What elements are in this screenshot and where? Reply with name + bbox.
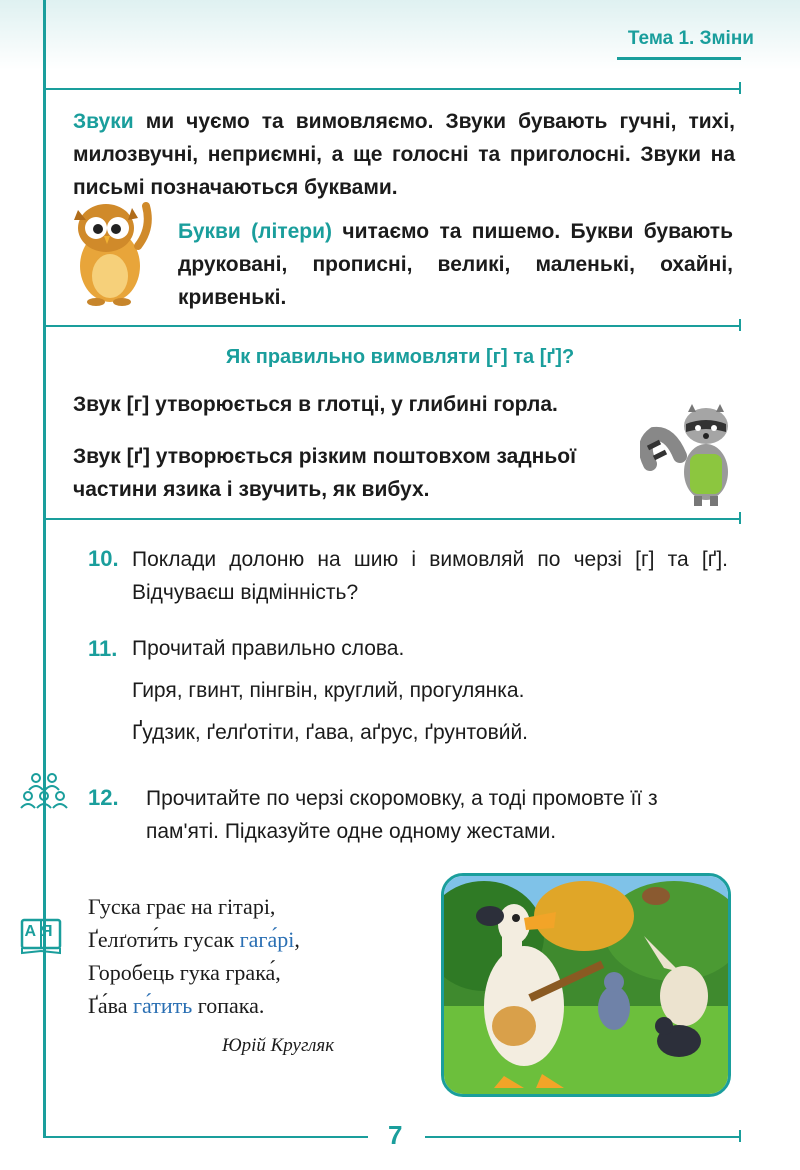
group-work-icon — [20, 770, 68, 818]
poem-line-2-part-c: , — [294, 927, 300, 952]
letters-text: читаємо та пишемо. Букви бувають друковані, прописні, великі, маленькі, охайні, кривенькі. — [178, 220, 733, 309]
divider-tick — [739, 512, 741, 524]
section-divider — [43, 88, 741, 90]
poem-highlight-word: гага́рі — [239, 927, 295, 952]
exercise-11-words-1: Гиря, гвинт, пінгвін, круглий, прогулянка. — [132, 679, 525, 702]
exercise-number: 11. — [88, 636, 118, 661]
raccoon-illustration — [640, 404, 740, 508]
tongue-twister — [88, 890, 300, 1022]
letters-rule — [178, 215, 733, 314]
section-divider — [43, 325, 741, 327]
poem-highlight-word: га́тить — [133, 993, 193, 1018]
divider-tick — [739, 82, 741, 94]
exercise-12-text: Прочитайте по черзі скоромовку, а тоді промовте її з пам'яті. Підказуйте одне одному жестами. — [146, 787, 658, 843]
letters-term: Букви (літери) — [178, 220, 333, 243]
sounds-term: Звуки — [73, 110, 134, 133]
exercise-11-words-2: Ґудзик, ґелґотіти, ґава, аґрус, ґрунтови́й. — [132, 721, 529, 744]
sounds-rule — [73, 105, 735, 204]
dictionary-icon-label: АЯ — [24, 923, 58, 940]
poem-line-2 — [88, 923, 300, 956]
page-number: 7 — [388, 1120, 403, 1150]
section-divider — [43, 518, 741, 520]
exercise-number: 12. — [88, 785, 119, 810]
footer-tick — [739, 1130, 741, 1142]
owl-illustration — [66, 198, 156, 306]
exercise-11-text: Прочитай правильно слова. — [132, 637, 405, 660]
footer-line-left — [43, 1136, 368, 1138]
poem-author: Юрій Кругляк — [222, 1035, 335, 1056]
footer-line-right — [425, 1136, 741, 1138]
poem-line-1: Гуска грає на гітарі, — [88, 894, 276, 919]
topic-title: Тема 1. Зміни — [627, 28, 754, 49]
topic-underline — [617, 57, 741, 60]
sounds-text: ми чуємо та вимовляємо. Звуки бувають гучні, тихі, милозвучні, неприємні, а ще голосні та приголосні. Звуки на письмі позначаються буквами. — [73, 110, 735, 199]
pronunciation-heading: Як правильно вимовляти [г] та [ґ]? — [225, 346, 575, 368]
poem-line-4 — [88, 989, 300, 1022]
poem-line-3: Горобець гука грака́, — [88, 960, 281, 985]
pronunciation-line-1: Звук [г] утворюється в глотці, у глибині горла. — [73, 393, 558, 416]
exercise-10-text: Поклади долоню на шию і вимовляй по черзі [г] та [ґ]. Відчуваєш відмінність? — [132, 548, 728, 604]
poem-line-4-part-a: Ґа́ва — [88, 993, 134, 1018]
poem-line-2-part-a: Ґелґоти́ть гусак — [88, 927, 240, 952]
divider-tick — [739, 319, 741, 331]
pronunciation-line-2: Звук [ґ] утворюється різким поштовхом задньої частини язика і звучить, як вибух. — [73, 445, 576, 501]
poem-line-4-part-c: гопака. — [192, 993, 265, 1018]
dictionary-icon — [20, 918, 62, 956]
left-margin-line — [43, 0, 46, 1138]
exercise-number: 10. — [88, 546, 119, 571]
goose-guitar-illustration — [441, 873, 731, 1097]
